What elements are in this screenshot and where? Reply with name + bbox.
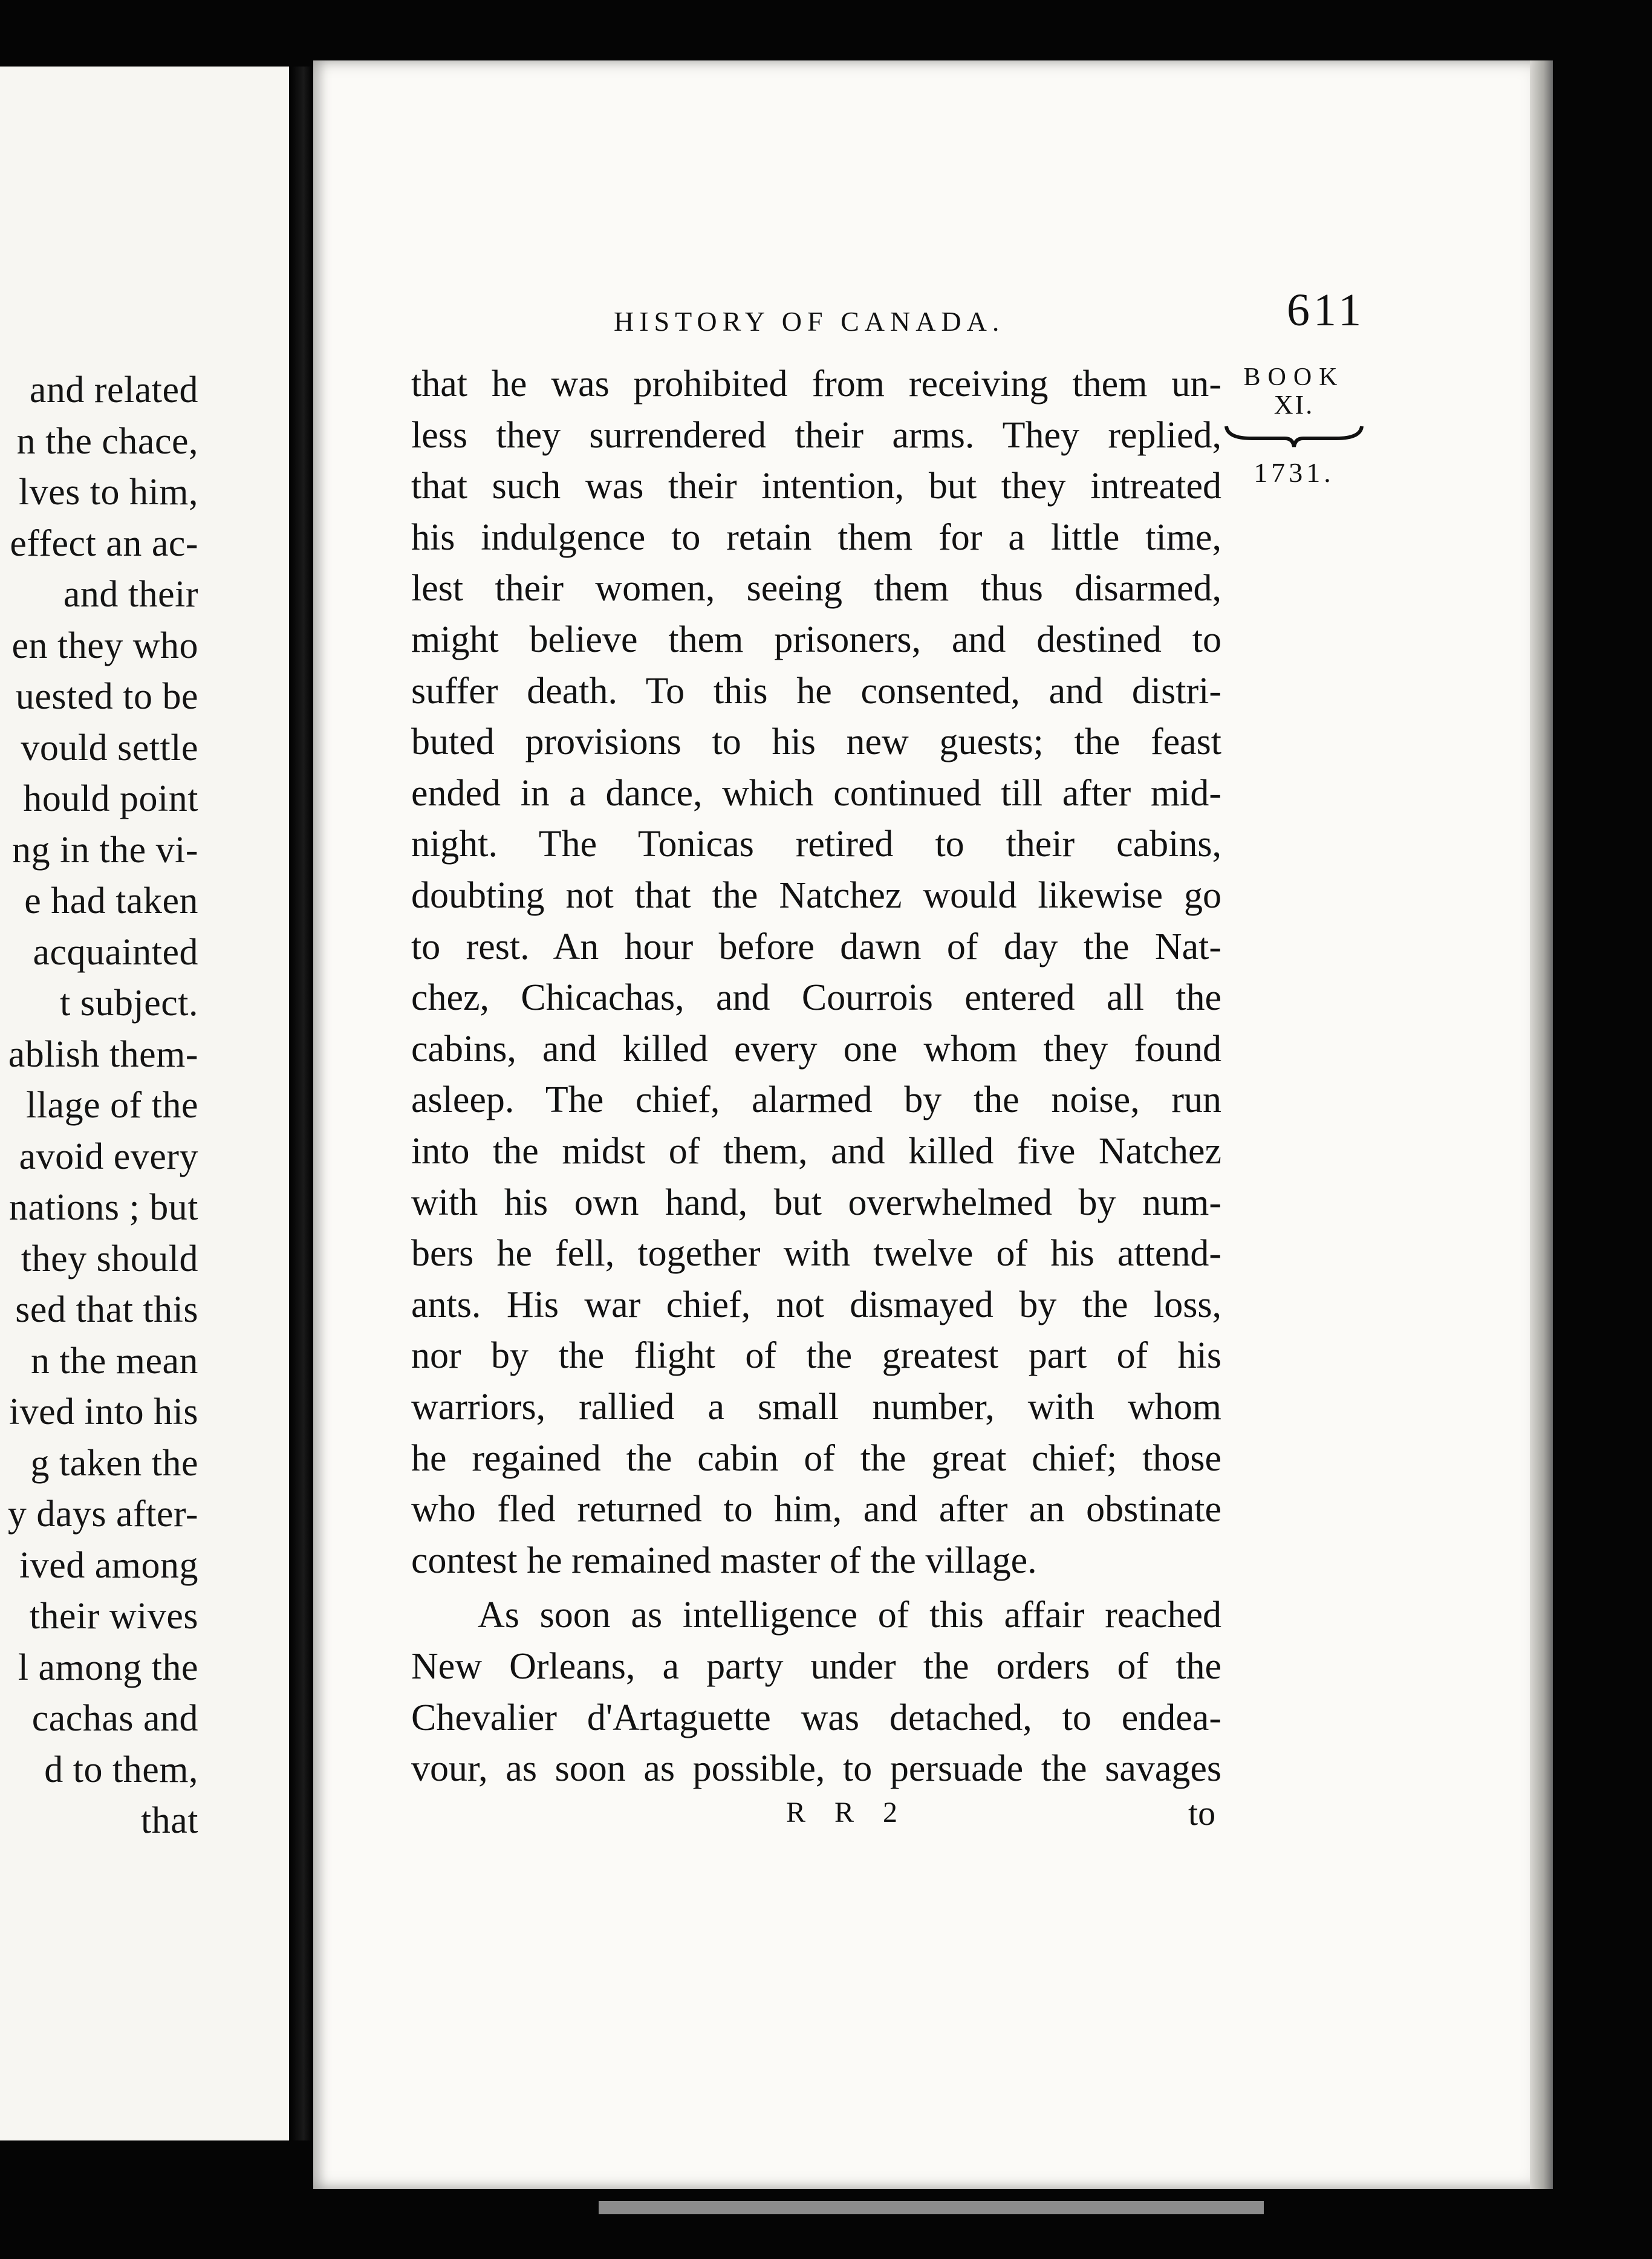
book-gutter xyxy=(289,67,313,2140)
body-line: chez, Chicachas, and Courrois entered all the xyxy=(411,977,1221,1019)
body-line: contest he remained master of the village. xyxy=(411,1539,1037,1581)
body-line: into the midst of them, and killed five Natchez xyxy=(411,1131,1221,1172)
body-line: to rest. An hour before dawn of day the Nat- xyxy=(411,926,1221,967)
left-page-line: nations ; but xyxy=(8,1187,198,1228)
page-edge xyxy=(1530,60,1553,2189)
left-page-line: l among the xyxy=(18,1646,198,1688)
left-page-line: g taken the xyxy=(30,1442,198,1484)
left-page-line: and their xyxy=(63,574,198,615)
left-facing-page xyxy=(0,67,289,2140)
left-page-line: ng in the vi- xyxy=(12,829,198,871)
body-line: asleep. The chief, alarmed by the noise, run xyxy=(411,1079,1221,1121)
body-line: he regained the cabin of the great chief; those xyxy=(411,1437,1221,1479)
left-page-line: lves to him, xyxy=(18,472,198,513)
body-line: cabins, and killed every one whom they found xyxy=(411,1028,1221,1070)
body-line: that such was their intention, but they intreated xyxy=(411,466,1221,507)
left-page-line: ablish them- xyxy=(8,1033,198,1075)
body-line: with his own hand, but overwhelmed by num- xyxy=(411,1182,1221,1223)
running-head: HISTORY OF CANADA. xyxy=(614,306,1005,337)
body-line: who fled returned to him, and after an obstinate xyxy=(411,1489,1221,1530)
body-line: that he was prohibited from receiving them un- xyxy=(411,363,1221,405)
left-page-line: llage of the xyxy=(26,1085,198,1126)
body-line: ended in a dance, which continued till after mid- xyxy=(411,772,1221,814)
left-page-line: acquainted xyxy=(33,931,198,973)
catchword: to xyxy=(1188,1793,1216,1833)
body-line: suffer death. To this he consented, and distri- xyxy=(411,670,1221,712)
body-line: vour, as soon as possible, to persuade the savages xyxy=(411,1748,1221,1790)
left-page-line: n the chace, xyxy=(16,420,198,462)
left-page-line: hould point xyxy=(23,778,198,819)
left-page-line: y days after- xyxy=(7,1494,198,1535)
body-line: bers he fell, together with twelve of his attend- xyxy=(411,1233,1221,1275)
left-page-line: d to them, xyxy=(44,1749,198,1790)
left-page-line: avoid every xyxy=(19,1136,198,1177)
body-line: ants. His war chief, not dismayed by the loss, xyxy=(411,1284,1221,1325)
body-line: warriors, rallied a small number, with whom xyxy=(411,1386,1221,1428)
body-line: night. The Tonicas retired to their cabins, xyxy=(411,824,1221,865)
left-page-line: e had taken xyxy=(24,880,198,921)
left-page-line: ived among xyxy=(19,1544,198,1586)
left-page-line: their wives xyxy=(29,1596,198,1637)
left-page-line: vould settle xyxy=(21,727,198,769)
left-page-line: t subject. xyxy=(60,983,198,1024)
left-page-line: they should xyxy=(21,1238,198,1279)
body-line: might believe them prisoners, and destined to xyxy=(411,619,1221,660)
left-page-line: uested to be xyxy=(15,676,198,717)
left-page-line: n the mean xyxy=(30,1340,198,1382)
brace-icon xyxy=(1221,420,1367,450)
body-line: nor by the flight of the greatest part of his xyxy=(411,1335,1221,1377)
left-page-line: en they who xyxy=(11,625,198,666)
body-line: As soon as intelligence of this affair reached xyxy=(478,1594,1221,1636)
body-line: his indulgence to retain them for a little time, xyxy=(411,516,1221,558)
margin-year: 1731. xyxy=(1254,457,1335,488)
margin-book-label: BOOK xyxy=(1243,363,1345,391)
left-page-line: and related xyxy=(29,369,198,411)
left-page-line: sed that this xyxy=(15,1289,198,1330)
body-line: lest their women, seeing them thus disarmed, xyxy=(411,568,1221,609)
body-line: Chevalier d'Artaguette was detached, to endea- xyxy=(411,1697,1221,1738)
page-number: 611 xyxy=(1287,285,1365,336)
body-line: New Orleans, a party under the orders of the xyxy=(411,1646,1221,1687)
body-line: buted provisions to his new guests; the feast xyxy=(411,721,1221,763)
left-page-line: cachas and xyxy=(31,1698,198,1739)
signature-mark: R R 2 xyxy=(786,1796,909,1828)
margin-volume-label: XI. xyxy=(1273,390,1315,420)
body-line: doubting not that the Natchez would likewise go xyxy=(411,875,1221,916)
body-line: less they surrendered their arms. They replied, xyxy=(411,414,1221,456)
left-page-line: ived into his xyxy=(8,1391,198,1432)
left-page-line: that xyxy=(141,1800,198,1841)
margin-note xyxy=(1221,363,1367,489)
left-page-line: effect an ac- xyxy=(10,522,198,564)
scan-bottom-bar xyxy=(599,2201,1264,2214)
